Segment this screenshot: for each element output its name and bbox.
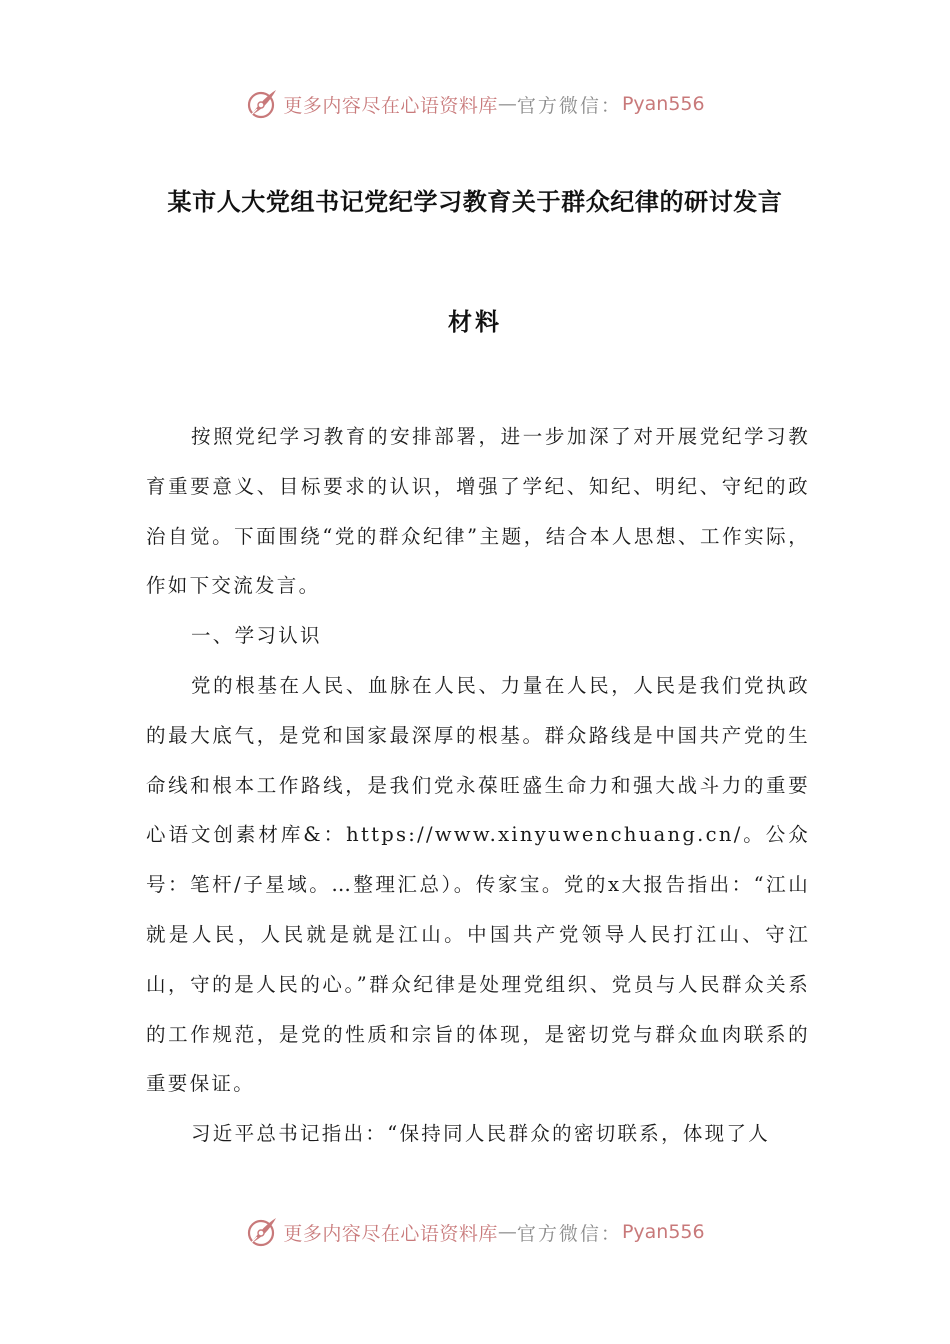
quill-logo-icon [245,87,279,121]
paragraph-intro: 按照党纪学习教育的安排部署，进一步加深了对开展党纪学习教育重要意义、目标要求的认识，增强了学纪、知纪、明纪、守纪的政治自觉。下面围绕“党的群众纪律”主题，结合本人思想、工作实际，作如下交流发言。 [146,425,810,598]
watermark-wechat-label: 官方微信： [516,1222,622,1245]
paragraph-learning: 党的根基在人民、血脉在人民、力量在人民，人民是我们党执政的最大底气，是党和国家最深厚的根基。群众路线是中国共产党的生命线和根本工作路线，是我们党永葆旺盛生命力和强大战斗力的重要心语文创素材库&：https://www.xinyuwenchuang.cn/。公众号：笔杆/子星域。…整理汇总）。传家宝。党的x大报告指出：“江山就是人民，人民就是就是江山。中国共产党领导人民打江山、守江山，守的是人民的心。”群众纪律是处理党组织、党员与人民群众关系的工作规范，是党的性质和宗旨的体现，是密切党与群众血肉联系的重要保证。 [146,673,810,1096]
watermark-wechat-label: 官方微信： [516,94,622,117]
watermark-wechat-id: Pyan556 [621,93,705,115]
section-heading: 一、学习认识 [191,624,322,648]
document-title-line-1: 某市人大党组书记党纪学习教育关于群众纪律的研讨发言 [167,187,783,216]
watermark-separator: — [497,93,517,115]
footer-watermark [0,1212,950,1252]
document-title-line-2: 材料 [448,307,502,336]
quill-logo-icon [245,1215,279,1249]
watermark-wechat-id: Pyan556 [621,1221,705,1243]
document-body [146,412,810,1159]
paragraph-quote: 习近平总书记指出：“保持同人民群众的密切联系，体现了人 [191,1122,771,1146]
watermark-brand: 更多内容尽在心语资料库 [283,1222,498,1245]
watermark-brand: 更多内容尽在心语资料库 [283,94,498,117]
header-watermark [0,84,950,124]
watermark-separator: — [497,1221,517,1243]
